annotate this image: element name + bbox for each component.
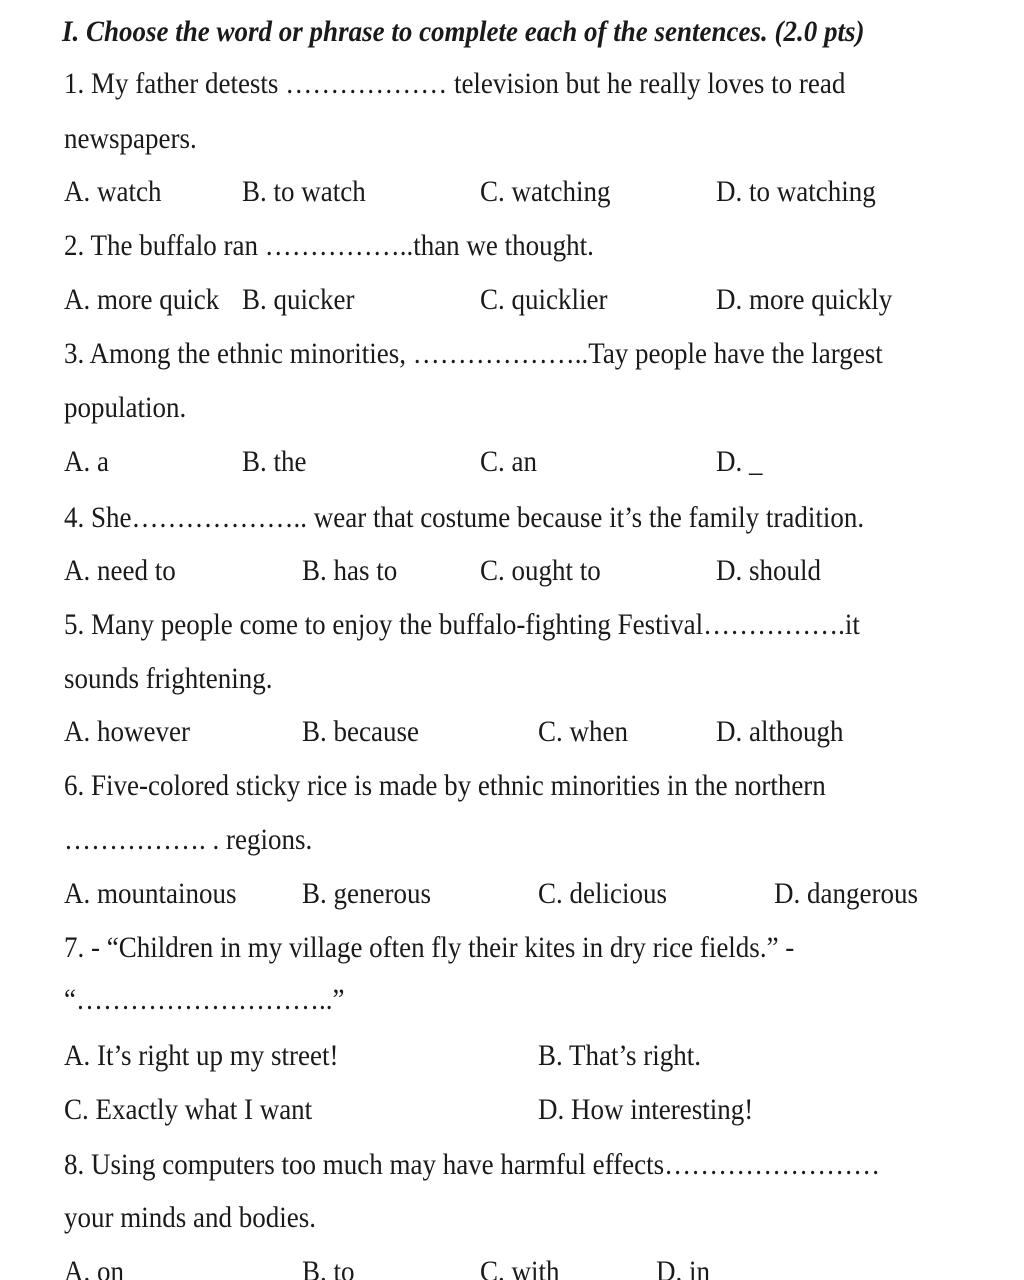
question-8-line-1: 8. Using computers too much may have harmful effects…………………… <box>64 1148 881 1181</box>
question-6-option-a: A. mountainous <box>64 877 237 910</box>
question-5-option-d: D. although <box>716 715 844 748</box>
question-7-option-d: D. How interesting! <box>538 1093 754 1126</box>
question-7-line-1: 7. - “Children in my village often fly their kites in dry rice fields.” - <box>64 931 795 964</box>
question-4-option-b: B. has to <box>302 554 398 587</box>
question-1-line-1: 1. My father detests ……………… television but he really loves to read <box>64 67 846 100</box>
question-3-line-2: population. <box>64 391 187 424</box>
question-4-option-a: A. need to <box>64 554 176 587</box>
question-7-option-b: B. That’s right. <box>538 1039 702 1072</box>
question-2-option-c: C. quicklier <box>480 283 608 316</box>
question-3-option-b: B. the <box>242 445 307 478</box>
question-2-option-d: D. more quickly <box>716 283 893 316</box>
question-6-line-2: ……………. . regions. <box>64 823 313 856</box>
question-5-line-1: 5. Many people come to enjoy the buffalo-fighting Festival…………….it <box>64 608 860 641</box>
question-4-line-1: 4. She……………….. wear that costume because it’s the family tradition. <box>64 501 865 534</box>
question-3-option-c: C. an <box>480 445 537 478</box>
question-8-option-b: B. to <box>302 1255 355 1280</box>
question-6-line-1: 6. Five-colored sticky rice is made by ethnic minorities in the northern <box>64 769 826 802</box>
question-4-option-c: C. ought to <box>480 554 601 587</box>
question-3-line-1: 3. Among the ethnic minorities, ………………..Tay people have the largest <box>64 337 883 370</box>
question-8-option-a: A. on <box>64 1255 125 1280</box>
question-1-option-d: D. to watching <box>716 175 876 208</box>
question-5-option-a: A. however <box>64 715 190 748</box>
question-1-option-c: C. watching <box>480 175 611 208</box>
question-2-option-b: B. quicker <box>242 283 355 316</box>
question-7-option-c: C. Exactly what I want <box>64 1093 313 1126</box>
question-5-option-b: B. because <box>302 715 419 748</box>
question-2-line-1: 2. The buffalo ran ……………..than we thought. <box>64 229 594 262</box>
question-8-line-2: your minds and bodies. <box>64 1201 316 1234</box>
question-7-option-a: A. It’s right up my street! <box>64 1039 339 1072</box>
question-2-option-a: A. more quick <box>64 283 220 316</box>
question-8-option-d: D. in <box>656 1255 710 1280</box>
question-1-option-b: B. to watch <box>242 175 366 208</box>
question-4-option-d: D. should <box>716 554 822 587</box>
question-3-option-a: A. a <box>64 445 109 478</box>
question-1-line-2: newspapers. <box>64 122 197 155</box>
question-5-line-2: sounds frightening. <box>64 662 273 695</box>
question-6-option-c: C. delicious <box>538 877 667 910</box>
question-3-option-d: D. _ <box>716 445 763 478</box>
section-heading: I. Choose the word or phrase to complete each of the sentences. (2.0 pts) <box>62 15 865 48</box>
question-6-option-b: B. generous <box>302 877 431 910</box>
question-7-line-2: “………………………..” <box>64 983 345 1016</box>
question-5-option-c: C. when <box>538 715 628 748</box>
question-6-option-d: D. dangerous <box>774 877 918 910</box>
question-1-option-a: A. watch <box>64 175 162 208</box>
question-8-option-c: C. with <box>480 1255 560 1280</box>
